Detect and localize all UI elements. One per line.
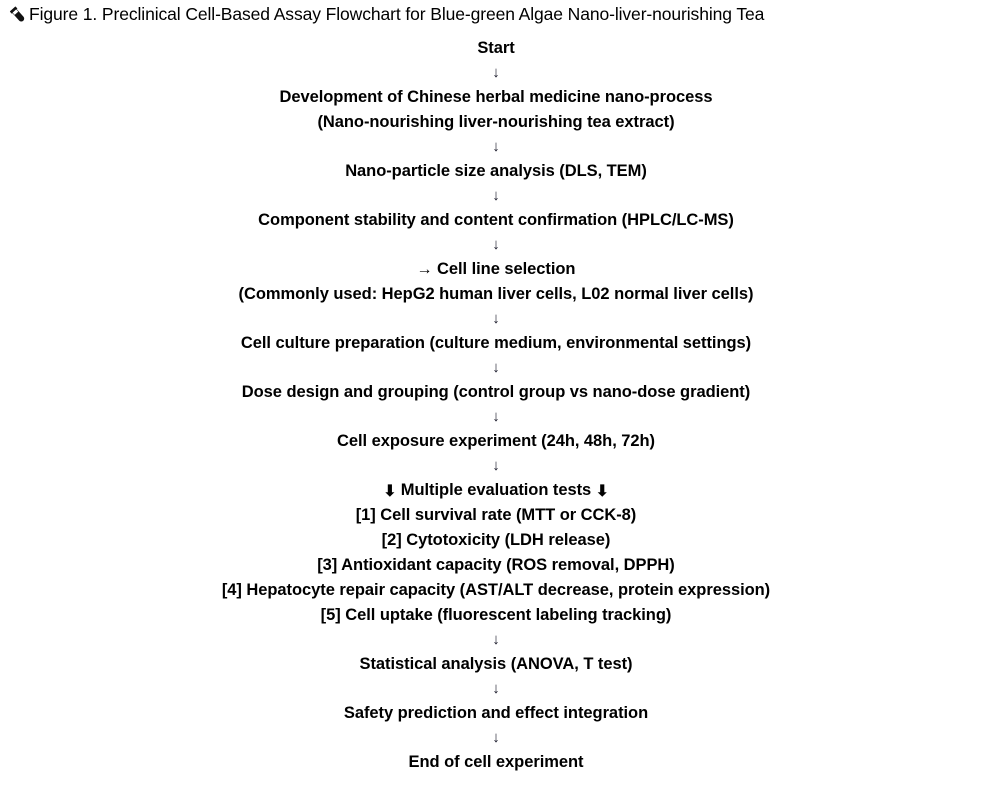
test-tube-icon: [8, 6, 29, 25]
flow-step-cell-line-sub: (Commonly used: HepG2 human liver cells, L02 normal liver cells): [238, 285, 754, 303]
figure-caption: [8, 3, 764, 25]
flow-step-test-3: [3] Antioxidant capacity (ROS removal, DPPH): [317, 556, 675, 574]
right-arrow-icon: →: [416, 261, 433, 278]
flow-step-test-4: [4] Hepatocyte repair capacity (AST/ALT decrease, protein expression): [221, 581, 771, 599]
flow-step-safety-prediction: Safety prediction and effect integration: [343, 704, 649, 722]
flow-step-cell-exposure: Cell exposure experiment (24h, 48h, 72h): [336, 432, 656, 450]
flow-connector-arrow: ↓: [492, 457, 500, 474]
heavy-down-arrow-icon: ⬇: [595, 483, 609, 500]
flow-step-statistical-analysis: Statistical analysis (ANOVA, T test): [359, 655, 633, 673]
flow-connector-arrow: ↓: [492, 631, 500, 648]
flow-connector-arrow: ↓: [492, 680, 500, 697]
flow-connector-arrow: ↓: [492, 729, 500, 746]
flow-step-end: End of cell experiment: [408, 753, 584, 771]
flow-step-test-2: [2] Cytotoxicity (LDH release): [381, 531, 611, 549]
flow-step-development: Development of Chinese herbal medicine nano-process: [279, 88, 713, 106]
flow-step-start: Start: [477, 39, 515, 57]
flow-connector-arrow: ↓: [492, 187, 500, 204]
flow-step-test-1: [1] Cell survival rate (MTT or CCK-8): [355, 506, 637, 524]
flow-step-stability: Component stability and content confirmation (HPLC/LC-MS): [258, 211, 734, 229]
flow-step-particle-size: Nano-particle size analysis (DLS, TEM): [345, 162, 647, 180]
flow-connector-arrow: ↓: [492, 138, 500, 155]
flow-step-development-sub: (Nano-nourishing liver-nourishing tea extract): [317, 113, 675, 131]
flow-step-test-5: [5] Cell uptake (fluorescent labeling tracking): [320, 606, 672, 624]
flow-connector-arrow: ↓: [492, 236, 500, 253]
flow-connector-arrow: ↓: [492, 310, 500, 327]
flow-step-cell-line-selection: → Cell line selection: [416, 260, 576, 278]
flow-step-evaluation-header: ⬇ Multiple evaluation tests ⬇: [0, 478, 992, 503]
heavy-down-arrow-icon: ⬇: [383, 483, 397, 500]
figure-title-text: Figure 1. Preclinical Cell-Based Assay Flowchart for Blue-green Algae Nano-liver-nourishing Tea: [29, 4, 765, 24]
flow-connector-arrow: ↓: [492, 408, 500, 425]
flow-connector-arrow: ↓: [492, 359, 500, 376]
flow-step-cell-culture: Cell culture preparation (culture medium, environmental settings): [240, 334, 752, 352]
flow-step-dose-design: Dose design and grouping (control group vs nano-dose gradient): [241, 383, 751, 401]
flow-connector-arrow: ↓: [492, 64, 500, 81]
flowchart: [0, 36, 992, 775]
